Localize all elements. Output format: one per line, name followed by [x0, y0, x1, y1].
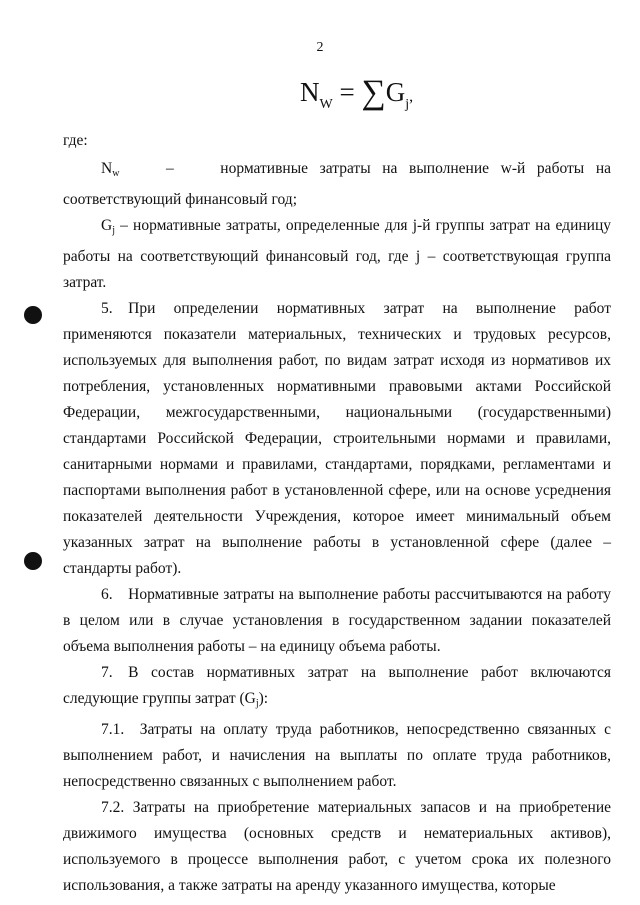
- p7-text: 7. В состав нормативных затрат на выполнение работ включаются следующие группы затрат (G: [63, 664, 611, 707]
- formula-comma: ,: [409, 88, 414, 105]
- sigma-symbol: ∑: [361, 74, 386, 111]
- gj-sub: j: [112, 225, 115, 236]
- formula-lhs: N: [300, 77, 320, 107]
- definition-gj: [63, 213, 611, 296]
- punch-hole-bottom: [24, 552, 42, 570]
- formula-eq: =: [339, 77, 355, 107]
- formula: [300, 72, 413, 110]
- definition-nw: [63, 156, 611, 213]
- document-body: [63, 128, 611, 899]
- paragraph-7-1: 7.1. Затраты на оплату труда работников, непосредственно связанных с выполнением работ, и начисления на выплаты по оплате труда работников, непосредственно связанных с выполнением работ.: [63, 721, 611, 790]
- paragraph-5: 5. При определении нормативных затрат на выполнение работ применяются показатели материальных, технических и трудовых ресурсов, используемых для выполнения работ, по видам затрат исходя из нормативов их потребления, установленных нормативными правовыми актами Российской Федерации, межгосударственными, национальными (государственными) стандартами Российской Федерации, строительными нормами и правилами, санитарными нормами и правилами, стандартами, порядками, регламентами и паспортами выполнения работ в установленной сфере, или на основе усреднения показателей деятельности Учреждения, которое имеет минимальный объем указанных затрат на выполнение работы в установленной сфере (далее – стандарты работ).: [63, 300, 611, 577]
- nw-dash: –: [165, 160, 174, 177]
- paragraph-7: [63, 660, 611, 717]
- nw-sub: w: [112, 168, 120, 179]
- page-number: 2: [316, 40, 324, 55]
- where-label: где:: [63, 132, 88, 149]
- formula-rhs-sub: j: [405, 97, 410, 112]
- formula-rhs: G: [385, 77, 406, 107]
- gj-text: – нормативные затраты, определенные для j-й группы затрат на единицу работы на соответствующий финансовый год, где j – соответствующая группа затрат.: [63, 217, 611, 291]
- p7-sub: j: [255, 698, 259, 709]
- nw-symbol: N: [101, 160, 113, 177]
- nw-text: нормативные затраты на выполнение w-й работы на соответствующий финансовый год;: [63, 160, 611, 208]
- p7-end: ):: [258, 690, 269, 707]
- gj-symbol: G: [101, 217, 113, 234]
- paragraph-7-2: 7.2. Затраты на приобретение материальных запасов и на приобретение движимого имущества (основных средств и нематериальных активов), используемого в процессе выполнения работ, с учетом срока их полезного использования, а также затраты на аренду указанного имущества, которые: [63, 799, 611, 894]
- paragraph-6: 6. Нормативные затраты на выполнение работы рассчитываются на работу в целом или в случае установления в государственном задании показателей объема выполнения работы – на единицу объема работы.: [63, 586, 611, 655]
- formula-lhs-sub: W: [319, 97, 333, 112]
- punch-hole-top: [24, 306, 42, 324]
